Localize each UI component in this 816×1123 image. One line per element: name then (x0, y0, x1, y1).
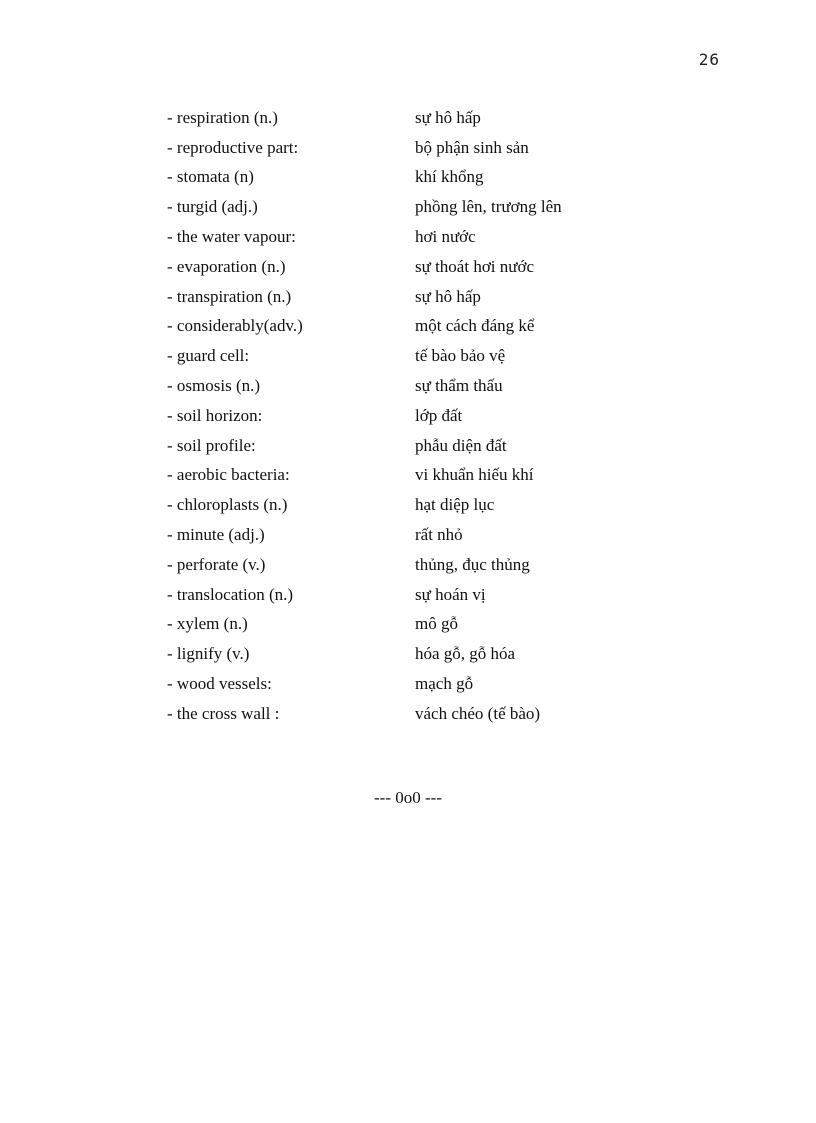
vocab-term: - reproductive part: (167, 137, 299, 157)
vocab-term: - the cross wall : (167, 703, 280, 723)
vocab-term: - soil horizon: (167, 405, 263, 425)
vocab-row (167, 371, 727, 401)
vocab-meaning: sự thoát hơi nước (415, 256, 535, 276)
vocab-term: - aerobic bacteria: (167, 465, 290, 485)
vocab-term: - osmosis (n.) (167, 376, 261, 396)
vocab-term: - soil profile: (167, 435, 256, 455)
vocab-row (167, 222, 727, 252)
vocab-meaning: vách chéo (tế bào) (415, 703, 541, 723)
vocab-meaning: rất nhỏ (415, 525, 463, 545)
vocab-row (167, 312, 727, 342)
vocab-meaning: tế bào bảo vệ (415, 346, 506, 366)
vocab-row (167, 192, 727, 222)
vocab-meaning: một cách đáng kể (415, 316, 535, 336)
vocab-term: - transpiration (n.) (167, 286, 292, 306)
vocab-meaning: mô gỗ (415, 614, 458, 634)
vocab-row (167, 133, 727, 163)
vocab-meaning: phẫu diện đất (415, 435, 507, 455)
vocab-term: - guard cell: (167, 346, 250, 366)
vocab-term: - the water vapour: (167, 227, 296, 247)
vocab-row (167, 580, 727, 610)
vocab-row (167, 163, 727, 193)
vocab-term: - turgid (adj.) (167, 197, 258, 217)
vocab-meaning: sự hô hấp (415, 107, 481, 127)
vocab-term: - stomata (n) (167, 167, 254, 187)
vocab-term: - chloroplasts (n.) (167, 495, 288, 515)
vocab-row (167, 252, 727, 282)
vocab-term: - respiration (n.) (167, 107, 278, 127)
vocab-meaning: vi khuẩn hiếu khí (415, 465, 534, 485)
vocab-row (167, 610, 727, 640)
vocab-row (167, 461, 727, 491)
vocab-row (167, 550, 727, 580)
vocab-term: - considerably(adv.) (167, 316, 303, 336)
vocab-term: - evaporation (n.) (167, 256, 286, 276)
vocab-meaning: sự thẩm thấu (415, 376, 503, 396)
vocab-term: - minute (adj.) (167, 525, 265, 545)
vocab-meaning: sự hô hấp (415, 286, 481, 306)
section-end-mark: --- 0o0 --- (374, 788, 442, 807)
vocab-meaning: hơi nước (415, 227, 476, 247)
vocab-row (167, 699, 727, 729)
vocab-meaning: mạch gỗ (415, 674, 474, 694)
vocab-term: - lignify (v.) (167, 644, 250, 664)
vocab-row (167, 341, 727, 371)
vocab-meaning: khí khổng (415, 167, 484, 187)
vocab-row (167, 520, 727, 550)
vocab-term: - wood vessels: (167, 674, 272, 694)
vocab-term: - xylem (n.) (167, 614, 248, 634)
vocabulary-list (167, 103, 727, 729)
vocab-row (167, 103, 727, 133)
vocab-term: - perforate (v.) (167, 554, 266, 574)
vocab-meaning: bộ phận sinh sản (415, 137, 529, 157)
vocab-term: - translocation (n.) (167, 584, 294, 604)
vocab-row (167, 282, 727, 312)
vocab-row (167, 639, 727, 669)
vocab-meaning: sự hoán vị (415, 584, 486, 604)
page-number: 26 (698, 50, 720, 69)
vocab-meaning: hóa gỗ, gỗ hóa (415, 644, 516, 664)
vocab-row (167, 431, 727, 461)
vocab-row (167, 401, 727, 431)
vocab-row (167, 669, 727, 699)
vocab-meaning: lớp đất (415, 405, 463, 425)
vocab-meaning: hạt diệp lục (415, 495, 495, 515)
vocab-meaning: phồng lên, trương lên (415, 197, 562, 217)
vocab-meaning: thủng, đục thủng (415, 554, 530, 574)
vocab-row (167, 490, 727, 520)
